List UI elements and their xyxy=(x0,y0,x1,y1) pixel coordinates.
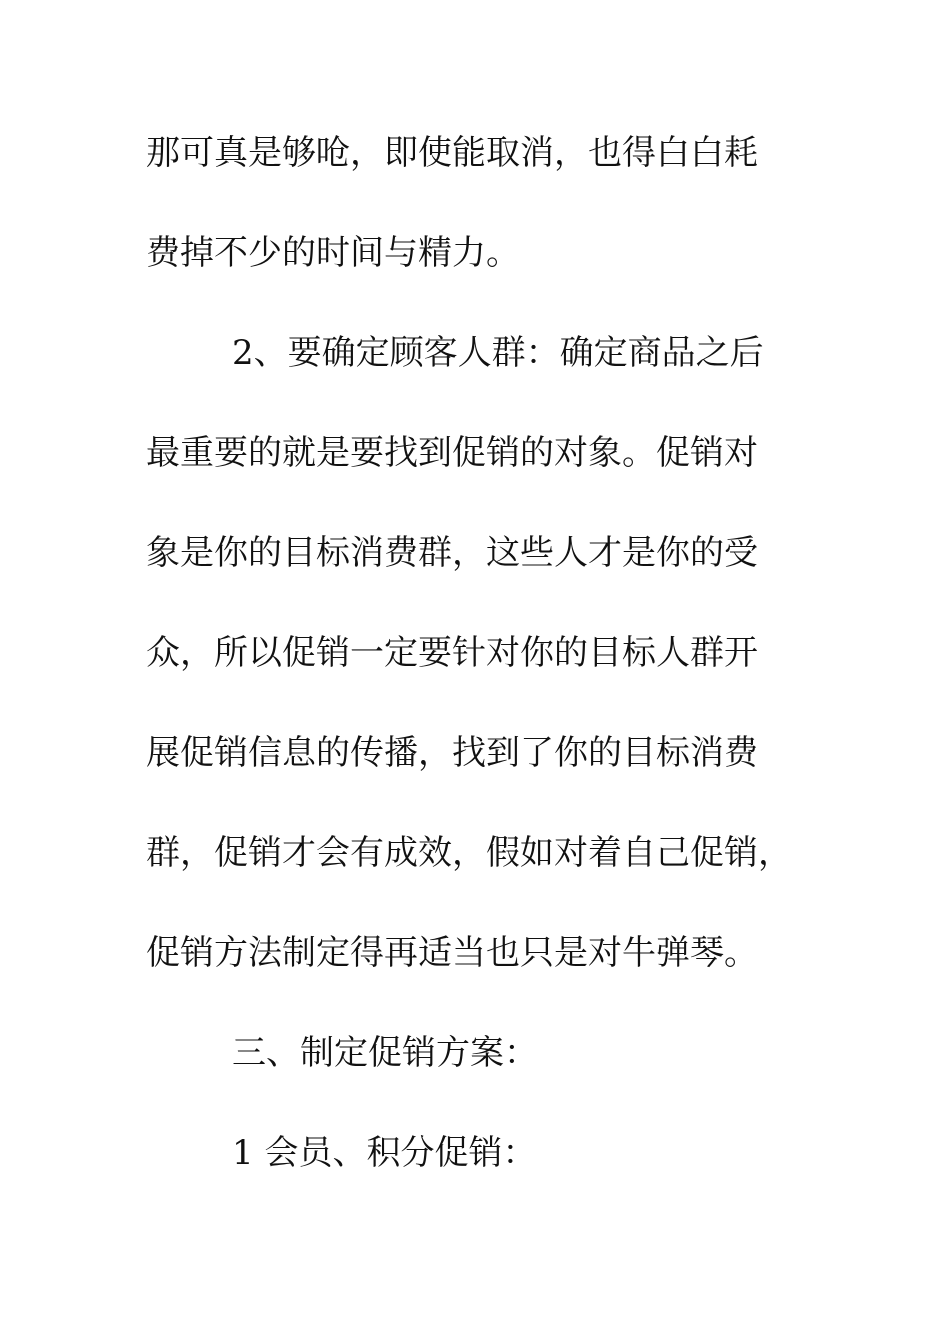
text-line-9: 促销方法制定得再适当也只是对牛弹琴。 xyxy=(146,933,758,973)
text-line-3: 2、要确定顾客人群：确定商品之后 xyxy=(232,333,764,373)
text-line-8: 群，促销才会有成效，假如对着自己促销， xyxy=(146,833,792,873)
text-line-1: 那可真是够呛，即使能取消，也得白白耗 xyxy=(146,133,758,173)
text-line-2: 费掉不少的时间与精力。 xyxy=(146,233,520,273)
text-line-7: 展促销信息的传播，找到了你的目标消费 xyxy=(146,733,758,773)
subsection-heading: 1 会员、积分促销： xyxy=(232,1133,537,1173)
text-line-4: 最重要的就是要找到促销的对象。促销对 xyxy=(146,433,758,473)
text-line-5: 象是你的目标消费群，这些人才是你的受 xyxy=(146,533,758,573)
text-line-6: 众，所以促销一定要针对你的目标人群开 xyxy=(146,633,758,673)
section-heading: 三、制定促销方案： xyxy=(232,1033,538,1073)
